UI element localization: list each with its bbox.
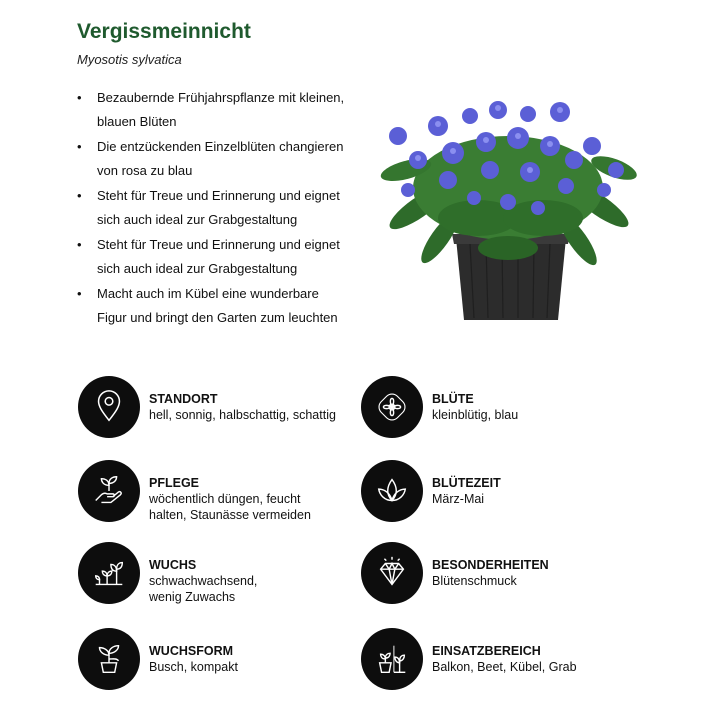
feature-label: WUCHS (149, 558, 197, 572)
feature-value: Balkon, Beet, Kübel, Grab (432, 660, 577, 674)
list-item-line: Figur und bringt den Garten zum leuchten (97, 310, 338, 325)
feature-value: Blütenschmuck (432, 574, 517, 588)
feature-bluetezeit (361, 460, 641, 524)
list-item-line: Steht für Treue und Erinnerung und eignet (97, 188, 340, 203)
pot-and-sprout-icon (361, 628, 423, 690)
feature-value: schwachwachsend, wenig Zuwachs (149, 574, 258, 604)
list-item (77, 86, 367, 134)
bullet-icon: • (77, 139, 82, 154)
flower-icon (361, 376, 423, 438)
list-item-line: Die entzückenden Einzelblüten changieren (97, 139, 344, 154)
list-item (77, 233, 367, 281)
lotus-icon (361, 460, 423, 522)
bullet-icon: • (77, 90, 82, 105)
list-item (77, 135, 367, 183)
feature-pflege (78, 460, 358, 524)
list-item-line: sich auch ideal zur Grabgestaltung (97, 212, 298, 227)
feature-label: EINSATZBEREICH (432, 644, 541, 658)
list-item (77, 282, 367, 330)
list-item-line: von rosa zu blau (97, 163, 193, 178)
plant-image (378, 98, 640, 324)
feature-label: BLÜTE (432, 392, 474, 406)
feature-label: BLÜTEZEIT (432, 476, 501, 490)
feature-einsatzbereich (361, 628, 641, 692)
sprouts-icon (78, 542, 140, 604)
feature-label: PFLEGE (149, 476, 200, 490)
feature-standort (78, 376, 358, 440)
location-pin-icon (78, 376, 140, 438)
feature-value: wöchentlich düngen, feucht halten, Staunässe vermeiden (149, 492, 311, 522)
feature-wuchsform (78, 628, 358, 692)
feature-besonderheiten (361, 542, 641, 606)
page-title: Vergissmeinnicht (77, 20, 251, 43)
feature-value: hell, sonnig, halbschattig, schattig (149, 408, 336, 422)
feature-value: kleinblütig, blau (432, 408, 519, 422)
list-item-line: Macht auch im Kübel eine wunderbare (97, 286, 319, 301)
list-item-line: Bezaubernde Frühjahrspflanze mit kleinen, (97, 90, 345, 105)
feature-list (77, 86, 367, 331)
feature-bluete (361, 376, 641, 440)
list-item-line: blauen Blüten (97, 114, 177, 129)
bullet-icon: • (77, 286, 82, 301)
feature-label: WUCHSFORM (149, 644, 234, 658)
list-item-line: sich auch ideal zur Grabgestaltung (97, 261, 298, 276)
list-item-line: Steht für Treue und Erinnerung und eignet (97, 237, 340, 252)
feature-label: STANDORT (149, 392, 218, 406)
hand-seedling-icon (78, 460, 140, 522)
list-item (77, 184, 367, 232)
feature-wuchs (78, 542, 358, 606)
feature-value: Busch, kompakt (149, 660, 238, 674)
botanical-name: Myosotis sylvatica (77, 52, 182, 67)
feature-label: BESONDERHEITEN (432, 558, 549, 572)
bullet-icon: • (77, 188, 82, 203)
diamond-icon (361, 542, 423, 604)
bullet-icon: • (77, 237, 82, 252)
potted-plant-icon (78, 628, 140, 690)
feature-value: März-Mai (432, 492, 485, 506)
